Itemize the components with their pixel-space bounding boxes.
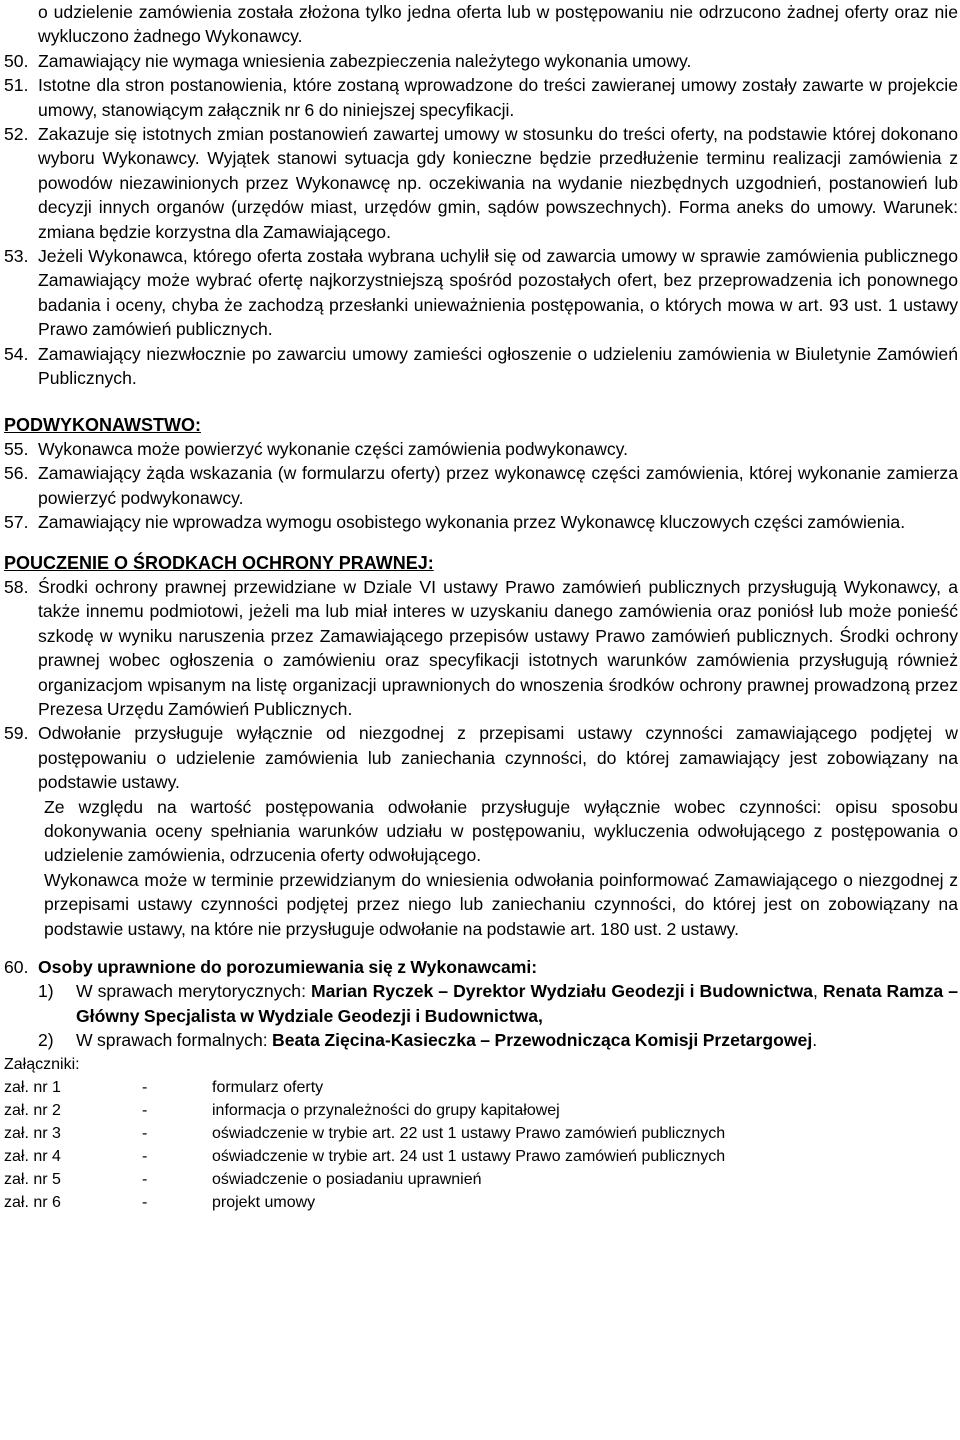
attachment-dash: - — [142, 1124, 148, 1142]
section-heading-legal-remedies: POUCZENIE O ŚRODKACH OCHRONY PRAWNEJ: — [4, 552, 434, 573]
contact-person: Marian Ryczek – Dyrektor Wydziału Geodezji i Budownictwa — [310, 981, 813, 1002]
item-text: Wykonawca może powierzyć wykonanie części zamówienia podwykonawcy. — [38, 438, 629, 459]
attachment-id: zał. nr 6 — [4, 1193, 61, 1211]
list-item — [4, 461, 958, 510]
item-text: Zakazuje się istotnych zmian postanowień zawartej umowy w stosunku do treści oferty, na podstawie której dokonano wyboru Wykonawcy. Wyjątek stanowi sytuacja gdy konieczne będzie przedłużenie terminu realizacji zamówienia z powodów niezawinionych przez Wykonawcę np. oczekiwania na wydanie niezbędnych uzgodnień, postanowień lub decyzji innych organów (urzędów miast, urzędów gmin, sądów powszechnych). Forma aneks do umowy. Warunek: zmiana będzie korzystna dla Zamawiającego. — [38, 124, 958, 242]
attachment-name: oświadczenie w trybie art. 22 ust 1 ustawy Prawo zamówień publicznych — [212, 1124, 726, 1142]
section-heading-subcontracting: PODWYKONAWSTWO: — [4, 414, 201, 435]
item-number: 57. — [4, 512, 29, 533]
item-text: Środki ochrony prawnej przewidziane w Dziale VI ustawy Prawo zamówień publicznych przysługują Wykonawcy, a także innemu podmiotowi, jeżeli ma lub miał interes w uzyskaniu danego zamówienia oraz poniósł lub może ponieść szkodę w wyniku naruszenia przez Zamawiającego przepisów ustawy Prawo zamówień publicznych. Środki ochrony prawnej wobec ogłoszenia o zamówieniu oraz specyfikacji istotnych warunków zamówienia przysługują również organizacjom wpisanym na listę organizacji uprawnionych do wnoszenia środków ochrony prawnej prowadzoną przez Prezesa Urzędu Zamówień Publicznych. — [38, 576, 958, 719]
contact-separator: . — [812, 1030, 818, 1051]
attachment-dash: - — [142, 1193, 148, 1211]
contact-person-2: Renata Ramza – Główny Specjalista w Wydziale Geodezji i Budownictwa, — [76, 981, 959, 1026]
item-number: 51. — [4, 75, 29, 96]
attachments-label: Załączniki: — [4, 1055, 80, 1073]
attachment-id: zał. nr 5 — [4, 1170, 61, 1188]
document-page — [4, 0, 958, 1214]
contact-prefix: W sprawach formalnych: — [76, 1030, 273, 1051]
continuation-paragraph: o udzielenie zamówienia została złożona tylko jedna oferta lub w postępowaniu nie odrzucono żadnej oferty oraz nie wykluczono żadnego Wykonawcy. — [38, 2, 958, 47]
list-item — [4, 73, 958, 122]
list-item — [4, 244, 958, 342]
attachment-row — [4, 1076, 958, 1099]
attachment-id: zał. nr 3 — [4, 1124, 61, 1142]
contact-text — [76, 979, 958, 1028]
attachment-name: oświadczenie w trybie art. 24 ust 1 ustawy Prawo zamówień publicznych — [212, 1147, 726, 1165]
list-item — [4, 49, 958, 73]
item-text: Zamawiający niezwłocznie po zawarciu umowy zamieści ogłoszenie o udzieleniu zamówienia w Biuletynie Zamówień Publicznych. — [38, 343, 958, 389]
item-number: 58. — [4, 576, 29, 597]
attachment-row — [4, 1122, 958, 1145]
item-text: Zamawiający nie wymaga wniesienia zabezpieczenia należytego wykonania umowy. — [38, 50, 692, 71]
item-number: 53. — [4, 246, 29, 267]
attachment-id: zał. nr 1 — [4, 1078, 61, 1096]
item-text: Zamawiający nie wprowadza wymogu osobistego wykonania przez Wykonawcę kluczowych części zamówienia. — [38, 512, 906, 533]
list-item — [4, 955, 958, 979]
attachments-list — [4, 1076, 958, 1214]
attachment-dash: - — [142, 1078, 148, 1096]
list-item — [4, 122, 958, 244]
item-59-paragraph-3: Wykonawca może w terminie przewidzianym do wniesienia odwołania poinformować Zamawiającego o niezgodnej z przepisami ustawy czynności podjętej przez niego lub zaniechaniu czynności, do której jest on zobowiązany na podstawie ustawy, na które nie przysługuje odwołanie na podstawie art. 180 ust. 2 ustawy. — [44, 869, 958, 939]
item-number: 54. — [4, 343, 29, 364]
contact-text — [76, 1028, 958, 1052]
attachment-name: formularz oferty — [212, 1078, 324, 1096]
attachment-id: zał. nr 2 — [4, 1101, 61, 1119]
contact-number: 1) — [38, 981, 54, 1002]
contact-separator: , — [812, 981, 823, 1002]
item-number: 50. — [4, 50, 29, 71]
list-item — [4, 575, 958, 721]
attachment-row — [4, 1191, 958, 1214]
attachment-name: oświadczenie o posiadaniu uprawnień — [212, 1170, 482, 1188]
list-item — [4, 510, 958, 534]
items-a — [4, 49, 958, 391]
item-number: 55. — [4, 438, 29, 459]
contact-item — [4, 979, 958, 1028]
attachment-row — [4, 1145, 958, 1168]
list-item — [4, 437, 958, 461]
attachment-dash: - — [142, 1147, 148, 1165]
attachment-id: zał. nr 4 — [4, 1147, 61, 1165]
items-b — [4, 437, 958, 535]
contact-prefix: W sprawach merytorycznych: — [76, 981, 311, 1002]
item-number: 52. — [4, 124, 29, 145]
item-59-paragraph-2: Ze względu na wartość postępowania odwołanie przysługuje wyłącznie wobec czynności: opisu sposobu dokonywania oceny spełniania warunków udziału w postępowaniu, wykluczenia odwołującego z postępowania o udzielenie zamówienia, odrzucenia oferty odwołującego. — [44, 796, 958, 866]
item-text: Osoby uprawnione do porozumiewania się z Wykonawcami: — [38, 957, 538, 978]
attachment-dash: - — [142, 1170, 148, 1188]
item-number: 56. — [4, 463, 29, 484]
item-text: Jeżeli Wykonawca, którego oferta została wybrana uchylił się od zawarcia umowy w sprawie zamówienia publicznego Zamawiający może wybrać ofertę najkorzystniejszą spośród pozostałych ofert, bez przeprowadzenia ich ponownego badania i oceny, chyba że zachodzą przesłanki unieważnienia postępowania, o których mowa w art. 93 ust. 1 ustawy Prawo zamówień publicznych. — [38, 246, 958, 340]
attachment-row — [4, 1099, 958, 1122]
contact-person: Beata Zięcina-Kasieczka – Przewodnicząca Komisji Przetargowej — [272, 1030, 813, 1051]
list-item — [4, 721, 958, 794]
attachment-name: projekt umowy — [212, 1193, 316, 1211]
item-text: Odwołanie przysługuje wyłącznie od niezgodnej z przepisami ustawy czynności zamawiającego podjętej w postępowaniu o udzielenie zamówienia lub zaniechania czynności, do której zamawiający jest zobowiązany na podstawie ustawy. — [38, 723, 958, 793]
item-number: 59. — [4, 723, 29, 744]
attachment-row — [4, 1168, 958, 1191]
attachment-name: informacja o przynależności do grupy kapitałowej — [212, 1101, 560, 1119]
attachment-dash: - — [142, 1101, 148, 1119]
contact-number: 2) — [38, 1030, 54, 1051]
item-text: Istotne dla stron postanowienia, które zostaną wprowadzone do treści zawieranej umowy zostały zawarte w projekcie umowy, stanowiącym załącznik nr 6 do niniejszej specyfikacji. — [38, 75, 958, 120]
item-number: 60. — [4, 957, 29, 978]
item-text: Zamawiający żąda wskazania (w formularzu oferty) przez wykonawcę części zamówienia, której wykonanie zamierza powierzyć podwykonawcy. — [38, 463, 958, 508]
contact-item — [4, 1028, 958, 1052]
list-item — [4, 342, 958, 391]
